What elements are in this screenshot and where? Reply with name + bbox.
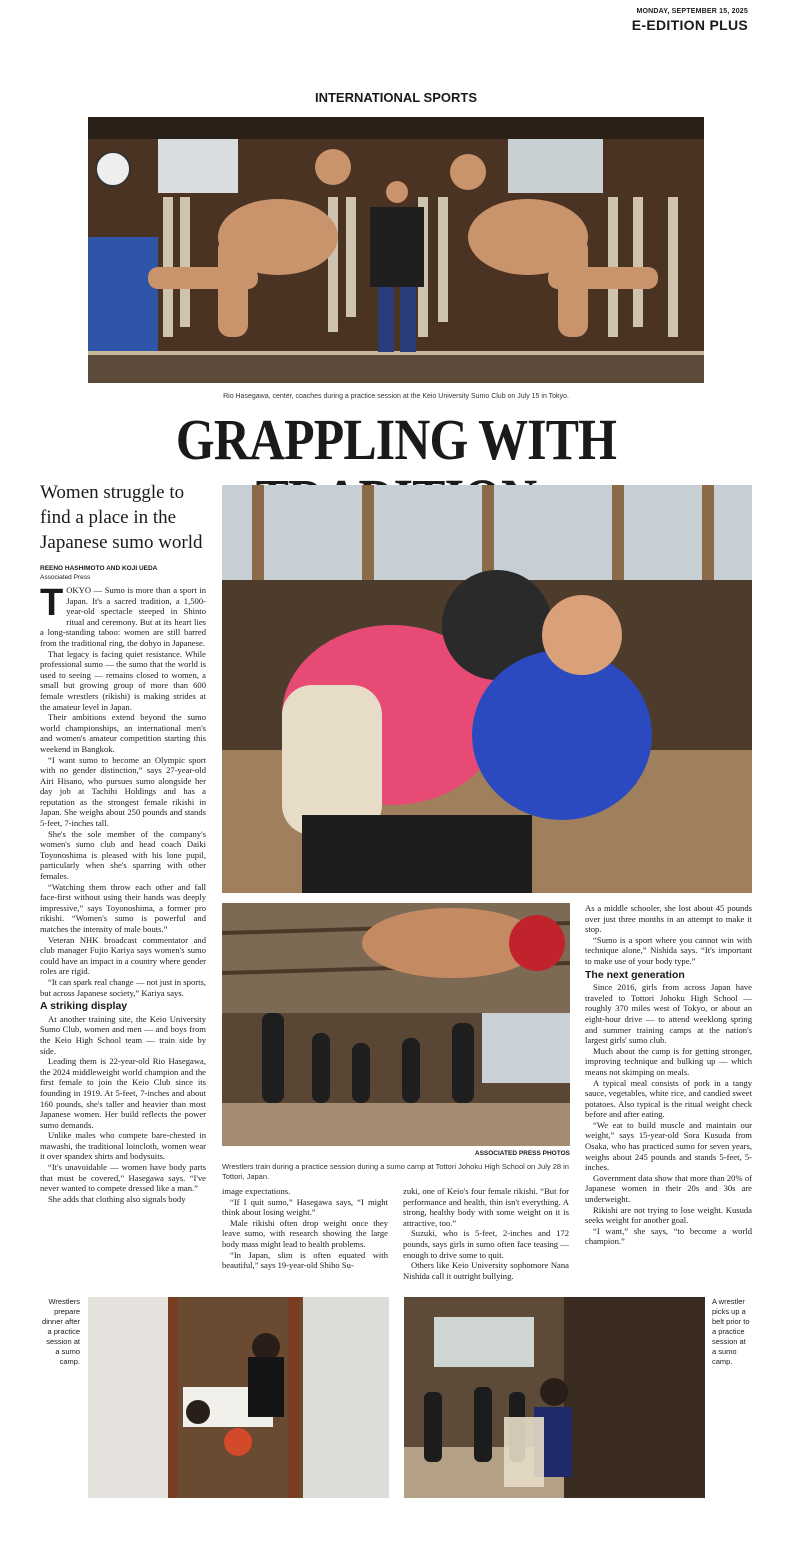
top-photo-illustration [88, 117, 704, 383]
bottom-right-caption: A wrestler picks up a belt prior to a practice session at a sumo camp. [712, 1297, 750, 1366]
paragraph: “Sumo is a sport where you cannot win with technique alone,” Nishida says. “It's important to make use of your body type.” [585, 934, 752, 966]
paragraph: image expectations. [222, 1186, 291, 1196]
paragraph: A typical meal consists of pork in a tangy sauce, vegetables, white rice, and candied sweet potatoes. Also typical is the ritual weight check before and after eating. [585, 1077, 752, 1120]
paragraph: Government data show that more than 20% of Japanese women in their 20s and 30s are underweight. [585, 1172, 752, 1205]
bottom-left-photo-illustration [88, 1297, 389, 1498]
main-photo-illustration [222, 485, 752, 893]
paragraph: “It can spark real change — not just in sports, but across Japanese society,” Kariya says. [40, 976, 206, 998]
subhead-next-generation: The next generation [585, 968, 685, 981]
paragraph: Unlike males who compete bare-chested in mawashi, the traditional loincloth, women wear it over spandex shirts and bodysuits. [40, 1130, 206, 1162]
paragraph: At another training site, the Keio University Sumo Club, women and men — and boys from the Keio High School team — train side by side. [40, 1013, 206, 1056]
training-photo-illustration [222, 903, 570, 1146]
paragraph: That legacy is facing quiet resistance. While professional sumo — the sumo that the world is used to seeing — remains closed to women, a small but growing group of more than 600 female wrestlers (rikishi) is making strides at the amateur level in Japan. [40, 648, 206, 712]
bottom-right-photo [404, 1297, 705, 1498]
article-column-4 [585, 903, 752, 1285]
paragraph: “It's unavoidable — women have body parts that must be covered,” Hasegawa says. “I've never wanted to compete dressed like a man.” [40, 1162, 206, 1194]
edition-brand: E-EDITION PLUS [631, 17, 748, 33]
paragraph: “If I quit sumo,” Hasegawa says, “I might think about losing weight.” [222, 1196, 388, 1218]
paragraph: Suzuki, who is 5-feet, 2-inches and 172 pounds, says girls in sumo often face teasing — enough to drive some to quit. [403, 1228, 569, 1260]
article-column-3 [403, 1186, 569, 1286]
drop-cap: T [40, 585, 64, 624]
paragraph: Since 2016, girls from across Japan have traveled to Tottori Johoku High School — roughly 370 miles west of Tokyo, or about an eight-hour drive — to attend weeklong spring and summer training camps at the nation's largest girls' sumo club. [585, 982, 752, 1046]
paragraph: “We eat to build muscle and maintain our weight,” says 15-year-old Sora Kusuda from Osaka, who has practiced sumo for seven years, weighs about 245 pounds and stands 5-feet, 5-inches. [585, 1119, 752, 1173]
training-photo-caption: Wrestlers train during a practice session during a sumo camp at Tottori Johoku High School on July 28 in Tottori, Japan. [222, 1162, 569, 1181]
paragraph: Veteran NHK broadcast commentator and club manager Fujio Kariya says women's sumo could have an impact in a country where gender roles are rigid. [40, 934, 206, 977]
paragraph: She adds that clothing also signals body [48, 1193, 186, 1204]
photo-credit: ASSOCIATED PRESS PHOTOS [474, 1150, 570, 1157]
paragraph: Rikishi are not trying to lose weight. Kusuda seeks weight for another goal. [585, 1204, 752, 1226]
article-column-1 [40, 585, 206, 1285]
paragraph: “I want,” she says, “to become a world champion.” [585, 1225, 752, 1247]
main-photo [222, 485, 752, 893]
bottom-left-caption: Wrestlers prepare dinner after a practice session at a sumo camp. [42, 1297, 80, 1366]
top-photo [88, 117, 704, 383]
paragraph: Others like Keio University sophomore Nana Nishida call it outright bullying. [403, 1260, 569, 1281]
deck: Women struggle to find a place in the Japanese sumo world [40, 482, 203, 553]
subhead-striking-display: A striking display [40, 1000, 128, 1013]
paragraph: As a middle schooler, she lost about 45 pounds over just three months in an attempt to make it stop. [585, 903, 752, 935]
top-photo-caption: Rio Hasegawa, center, coaches during a practice session at the Keio University Sumo Club on July 15 in Tokyo. [223, 393, 569, 400]
training-photo [222, 903, 570, 1146]
section-label: INTERNATIONAL SPORTS [314, 90, 478, 105]
paragraph: Leading them is 22-year-old Rio Hasegawa, the 2024 middleweight world champion and the first female to join the Keio Club since its founding in 1919. At 5-feet, 7-inches and about 160 pounds, she's taller and heavier than most Japanese women. Her build reflects the power sumo demands. [40, 1056, 206, 1130]
paragraph: Male rikishi often drop weight once they leave sumo, with research showing the large body mass might lead to health problems. [222, 1217, 388, 1249]
paragraph: zuki, one of Keio's four female rikishi. “But for performance and health, thin isn't everything. A strong, healthy body with some weight on it is attractive, too.” [403, 1186, 569, 1228]
article-column-2 [222, 1186, 388, 1286]
headline: GRAPPLING WITH [175, 407, 617, 472]
bottom-right-photo-illustration [404, 1297, 705, 1498]
paragraph: OKYO — Sumo is more than a sport in Japan. It's a sacred tradition, a 1,500-year-old spectacle steeped in Shinto ritual and ceremony. But at its heart lies a long-standing taboo: women are still barred from the traditional ring, the dohyo in Japanese. [40, 585, 206, 648]
paragraph: Much about the camp is for getting stronger, improving technique and bulking up — which means not skimping on meals. [585, 1045, 752, 1077]
paragraph: “I want sumo to become an Olympic sport with no gender distinction,” says 27-year-old Airi Hisano, who pursues sumo alongside her day job at Tachihi Holdings and has a reputation as the strongest female rikishi in Japan. She weighs about 250 pounds and stands 5-feet, 7-inches tall. [40, 754, 206, 829]
agency: Associated Press [40, 574, 91, 581]
paragraph: “Watching them throw each other and fall face-first without using their hands was deeply impressive,” says Toyonoshima, a former pro rikishi. “Women's sumo is powerful and matches the intensity of male bouts.” [40, 881, 206, 934]
byline: REENO HASHIMOTO AND KOJI UEDA [40, 565, 158, 572]
paragraph: “In Japan, slim is often equated with beautiful,” says 19-year-old Shiho Su- [222, 1249, 388, 1271]
paragraph: Their ambitions extend beyond the sumo world championships, an international men's and women's amateur competition starting this weekend in Bangkok. [40, 712, 206, 754]
bottom-left-photo [88, 1297, 389, 1498]
paragraph: She's the sole member of the company's women's sumo club and head coach Daiki Toyonoshima is pleased with his lone pupil, particularly when she's sparring with other females. [40, 828, 206, 882]
edition-date: MONDAY, SEPTEMBER 15, 2025 [636, 8, 748, 15]
